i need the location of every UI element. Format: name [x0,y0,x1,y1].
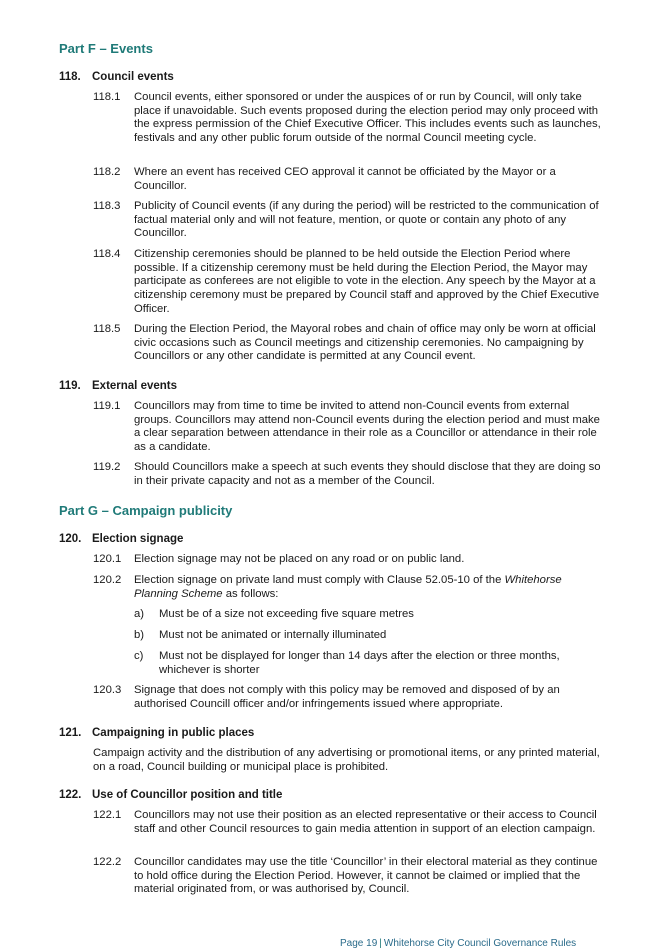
clause-118-4 [93,248,603,317]
sub-text: Signage that does not comply with this policy may be removed and disposed of by an authorised Councill officer and/or infringements issued where appropriate. [134,684,560,710]
document-title: Whitehorse City Council Governance Rules [383,938,577,949]
list-text: Must be of a size not exceeding five square metres [159,608,414,620]
sub-number: 120.1 [93,553,122,565]
clause-number: 120. [59,533,82,545]
clause-118-5 [93,323,603,364]
list-item-c [134,650,604,677]
list-text: Must not be displayed for longer than 14 days after the election or three months, whichever is shorter [159,650,560,676]
planning-scheme-title: Whitehorse Planning Scheme [134,574,562,600]
list-marker: c) [134,650,144,662]
clause-title: Election signage [92,533,184,545]
sub-number: 119.1 [93,400,121,412]
sub-text: Councillors may not use their position as an elected representative or their access to Council staff and other Council resources to gain media attention in support of an election campaign. [134,809,597,835]
sub-text: Councillor candidates may use the title ‘Councillor’ in their electoral material as they continue to hold office during the Election Period. However, it cannot be claimed or implied that the material originated from, or was authorised by, Council. [134,856,598,896]
sub-number: 118.1 [93,91,121,103]
clause-119-heading [59,379,177,393]
sub-text [134,574,603,601]
clause-122-2 [93,856,603,897]
sub-number: 122.2 [93,856,122,868]
clause-118-3 [93,200,603,241]
sub-text: Councillors may from time to time be invited to attend non-Council events from external groups. Councillors may attend non-Council events during the election period and must make a clear separation between attendance in their role as a Councillor or attendance in their role as a candidate. [134,400,600,454]
clause-121-heading [59,726,254,740]
footer-separator: | [379,938,382,949]
clause-number: 121. [59,727,82,739]
sub-number: 119.2 [93,461,121,473]
clause-title: Council events [92,71,174,83]
clause-122-1 [93,809,603,836]
clause-number: 122. [59,789,82,801]
part-g-heading: Part G – Campaign publicity [59,503,233,518]
sub-text: During the Election Period, the Mayoral robes and chain of office may only be worn at official civic occasions such as Council meetings and citizenship ceremonies. No campaigning by Councillors or any other candidate is permitted at any Council event. [134,323,596,363]
sub-text: Election signage may not be placed on any road or on public land. [134,553,465,565]
page-footer [340,938,576,950]
sub-text: Citizenship ceremonies should be planned to be held outside the Election Period where possible. If a citizenship ceremony must be held during the Election Period, the Mayor may participate as conferees are not eligible to vote in the election. Any speech by the Mayor at a citizenship ceremony must be prepared by Council staff and approved by the Chief Executive Officer. [134,248,600,315]
clause-120-2 [93,574,603,601]
list-text: Must not be animated or internally illuminated [159,629,387,641]
clause-120-3 [93,684,603,711]
part-f-heading: Part F – Events [59,41,153,56]
sub-text: Council events, either sponsored or under the auspices of or run by Council, will only take place if unavoidable. Such events proposed during the election period may only proceed with the express permission of the Chief Executive Officer. This includes events such as launches, festivals and any other public forum outside of the normal Council meeting cycle. [134,91,601,145]
sub-number: 118.4 [93,248,121,260]
clause-120-1 [93,553,603,567]
clause-119-1 [93,400,603,455]
clause-119-2 [93,461,603,488]
sub-number: 118.5 [93,323,121,335]
clause-122-heading [59,788,282,802]
clause-118-2 [93,166,603,193]
sub-text: Publicity of Council events (if any during the period) will be restricted to the communication of factual material only and will not feature, mention, or quote or contain any photo of any Councillor. [134,200,599,240]
sub-number: 120.2 [93,574,122,586]
clause-120-heading [59,532,183,546]
page-number: Page 19 [340,938,378,949]
clause-118-heading [59,70,174,84]
sub-number: 118.2 [93,166,121,178]
clause-title: Use of Councillor position and title [92,789,283,801]
clause-number: 118. [59,71,81,83]
sub-number: 122.1 [93,809,122,821]
sub-text-part: as follows: [222,587,279,600]
sub-number: 118.3 [93,200,121,212]
sub-number: 120.3 [93,684,122,696]
clause-title: External events [92,380,178,392]
list-marker: a) [134,608,145,620]
sub-text: Should Councillors make a speech at such events they should disclose that they are doing so in their private capacity and not as a member of the Council. [134,461,601,487]
list-marker: b) [134,629,145,641]
clause-title: Campaigning in public places [92,727,255,739]
sub-text-part: Election signage on private land must comply with Clause 52.05-10 of the [134,574,505,586]
clause-number: 119. [59,380,81,392]
clause-118-1 [93,91,603,146]
sub-text: Where an event has received CEO approval it cannot be officiated by the Mayor or a Councillor. [134,166,556,192]
list-item-b [134,629,604,643]
clause-121-text: Campaign activity and the distribution of any advertising or promotional items, or any printed material, on a road, Council building or municipal place is prohibited. [93,747,600,773]
list-item-a [134,608,604,622]
